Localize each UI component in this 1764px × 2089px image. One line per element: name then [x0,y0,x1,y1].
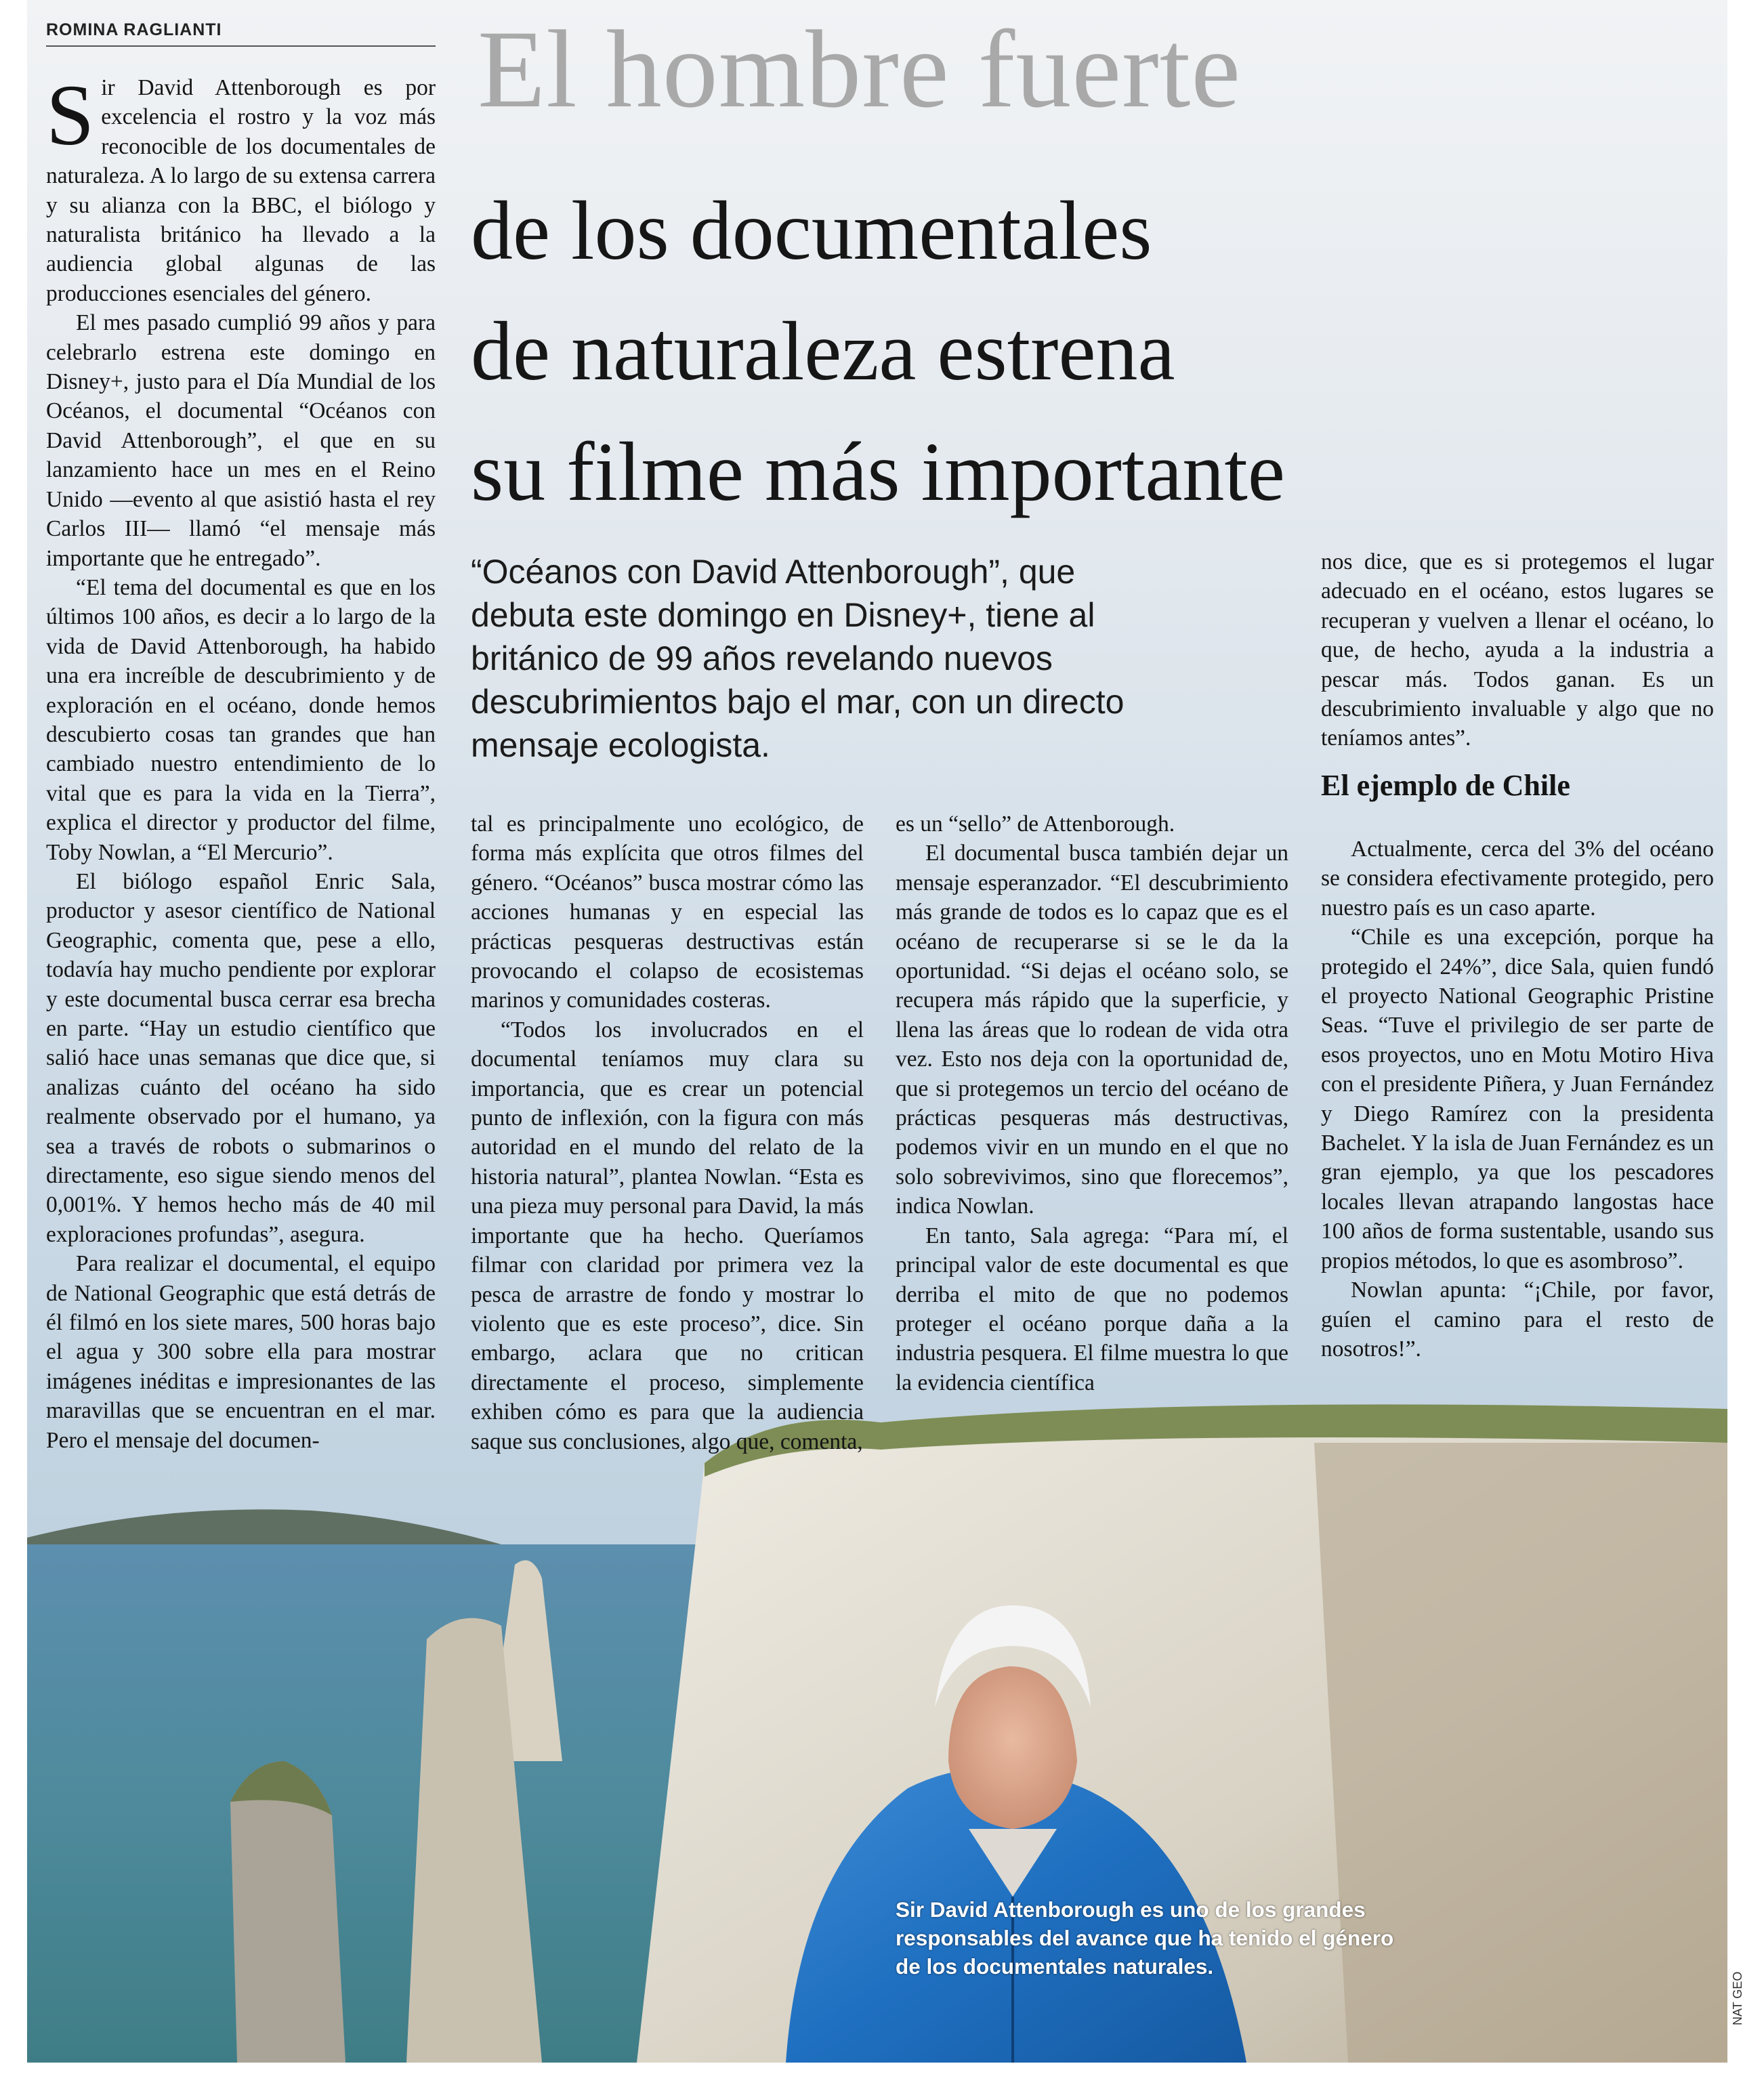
paragraph: El mes pasado cumplió 99 años y para celebrarlo estrena este domingo en Disney+, justo para el Día Mundial de los Océanos, el documental “Océanos con David Attenborough”, el que en su lanzamiento hace un mes en el Reino Unido —evento al que asistió hasta el rey Carlos III— llamó “el mensaje más importante que he entregado”. [46,310,436,571]
paragraph: es un “sello” de Attenborough. [896,811,1175,837]
paragraph: Nowlan apunta: “¡Chile, por favor, guíen el camino para el resto de nosotros!”. [1321,1278,1714,1362]
cover-photo [27,1382,1727,2063]
deck-line: descubrimientos bajo el mar, con un directo [471,683,1125,721]
paragraph: Para realizar el documental, el equipo de National Geographic que está detrás de él filmó en los siete mares, 500 horas bajo el agua y 300 sobre ella para mostrar imágenes inéditas e impresionantes de las maravillas que se encuentran en el mar. Pero el mensaje del documen- [46,1251,436,1453]
column-4-top [1321,547,1714,753]
paragraph: ir David Attenborough es por excelencia el rostro y la voz más reconocible de los documentales de naturaleza. A lo largo de su extensa carrera y su alianza con la BBC, el biólogo y naturalista británico ha llevado a la audiencia global algunas de las producciones esenciales del género. [46,75,436,306]
byline: ROMINA RAGLIANTI [46,20,436,47]
photo-caption: Sir David Attenborough es uno de los grandes responsables del avance que ha tenido el género de los documentales naturales. [896,1897,1394,1979]
headline-line-2: de los documentales [471,184,1152,277]
photo-credit: NAT GEO [1731,1971,1744,2025]
paragraph: tal es principalmente uno ecológico, de forma más explícita que otros filmes del género. “Océanos” busca mostrar cómo las acciones humanas y en especial las prácticas pesqueras destructivas están provocando el colapso de ecosistemas marinos y comunidades costeras. [471,811,864,1013]
headline-line-3: de naturaleza estrena [471,305,1175,398]
section-subhead: El ejemplo de Chile [1321,769,1570,802]
paragraph: Actualmente, cerca del 3% del océano se considera efectivamente protegido, pero nuestro país es un caso aparte. [1321,837,1714,921]
paragraph: “Todos los involucrados en el documental teníamos muy clara su importancia, que es crear un potencial punto de inflexión, con la figura con más autoridad en el mundo del relato de la historia natural”, plantea Nowlan. “Esta es una pieza muy personal para David, la más importante que ha hecho. Queríamos filmar con claridad por primera vez la pesca de arrastre de fondo y mostrar lo violento que es este proceso”, dice. Sin embargo, aclara que no critican directamente el proceso, simplemente exhiben cómo es para que la audiencia saque sus conclusiones, algo que, comenta, [471,1017,864,1454]
paragraph: El biólogo español Enric Sala, productor y asesor científico de National Geographic, comenta que, pese a ello, todavía hay mucho pendiente por explorar y este documental busca cerrar esa brecha en parte. “Hay un estudio científico que salió hace unas semanas que dice que, si analizas cuánto del océano ha sido realmente observado por el humano, ya sea a través de robots o submarinos o directamente, eso sigue siendo menos del 0,001%. Y hemos hecho más de 40 mil exploraciones profundas”, asegura. [46,868,436,1247]
drop-cap: S [46,67,95,163]
headline-line-4: su filme más importante [471,425,1285,518]
column-3 [896,809,1288,1397]
paragraph: “El tema del documental es que en los últimos 100 años, es decir a lo largo de la vida de David Attenborough, ha habido una era increíble de descubrimiento y de exploración en el océano, donde hemos descubierto cosas tan grandes que han cambiado nuestro entendimiento de lo vital que es para la vida en la Tierra”, explica el director y productor del filme, Toby Nowlan, a “El Mercurio”. [46,574,436,865]
paragraph: En tanto, Sala agrega: “Para mí, el principal valor de este documental es que derriba el mito de que no podemos proteger el océano porque daña a la industria pesquera. El filme muestra lo que la evidencia científica [896,1223,1288,1395]
deck-line: británico de 99 años revelando nuevos [471,639,1053,677]
deck-line: mensaje ecologista. [471,726,770,764]
column-1 [46,67,436,1455]
paragraph: El documental busca también dejar un mensaje esperanzador. “El descubrimiento más grande de todos es lo capaz que es el océano de recuperarse si se le da la oportunidad. “Si dejas el océano solo, se recupera más rápido que la superficie, y llena las áreas que lo rodean de vida otra vez. Esto nos deja con la oportunidad de, que si protegemos un tercio del océano de prácticas pesqueras más destructivas, podemos vivir en un mundo en el que no solo sobrevivimos, sino que florecemos”, indica Nowlan. [896,841,1288,1219]
deck-line: “Océanos con David Attenborough”, que [471,553,1076,591]
deck [471,550,1270,767]
paragraph: nos dice, que es si protegemos el lugar adecuado en el océano, estos lugares se recuperan y vuelven a llenar el océano, lo que, de hecho, ayuda a la industria a pescar más. Todos ganan. Es un descubrimiento invaluable y algo que no teníamos antes”. [1321,549,1714,751]
column-4-bottom [1321,835,1714,1364]
headline-rest [471,171,1285,532]
paragraph: “Chile es una excepción, porque ha protegido el 24%”, dice Sala, quien fundó el proyecto National Geographic Pristine Seas. “Tuve el privilegio de ser parte de esos proyectos, uno en Motu Motiro Hiva con el presidente Piñera, y Juan Fernández y Diego Ramírez con la presidenta Bachelet. Y la isla de Juan Fernández es un gran ejemplo, ya que los pescadores locales llevan atrapando langostas hace 100 años de forma sustentable, usando sus propios métodos, lo que es asombroso”. [1321,925,1714,1273]
headline-line-1: El hombre fuerte [478,8,1242,131]
deck-line: debuta este domingo en Disney+, tiene al [471,596,1095,634]
column-2 [471,809,864,1456]
